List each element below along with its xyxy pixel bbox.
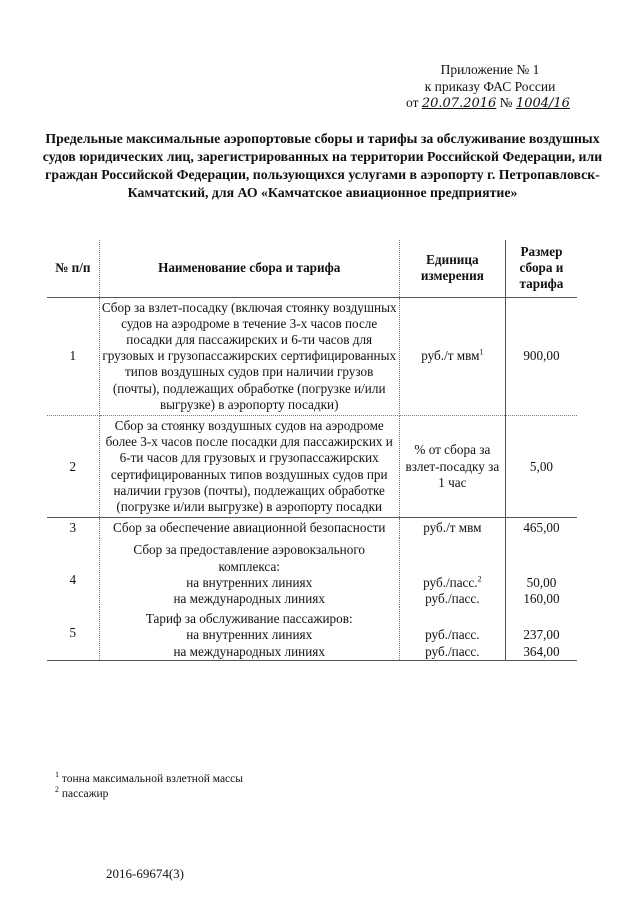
table-row [47,607,577,660]
annex-line-1: Приложение № 1 [440,62,540,77]
document-title: Предельные максимальные аэропортовые сборы и тарифы за обслуживание воздушных судов юридических лиц, зарегистрированных на территории Российской Федерации, или граждан Российской Федерации, пользующихся услугами в аэропорту г. Петропавловск-Камчатский, для АО «Камчатское авиационное предприятие» [42,131,603,200]
row-2-num: 2 [47,416,99,518]
row-5-name: Тариф за обслуживание пассажиров: [145,611,353,627]
row-5-sub-2-value: 364,00 [523,643,560,659]
annex-line-2: к приказу ФАС России [424,78,556,94]
table-row [47,416,577,518]
row-4-unit-footnote-mark: 2 [477,574,482,584]
handwritten-date: 20.07.2016 [421,96,497,111]
row-5-sub-1-unit: руб./пасс. [425,627,480,643]
row-5-sub-1-name: на внутренних линиях [186,627,313,643]
row-5-sub-1-value: 237,00 [523,627,560,643]
from-label: от [406,95,419,110]
row-5-num: 5 [47,607,99,660]
row-4-sub-2-unit: руб./пасс. [425,591,480,607]
row-5-sub-2-name: на международных линиях [173,643,325,659]
row-1-num: 1 [47,297,99,415]
footnote-1: $^1$ тонна максимальной взлетной массы [55,770,243,785]
row-3-unit: руб./т мвм [399,518,505,539]
row-5-sub-2-unit: руб./пасс. [425,643,480,659]
handwritten-order-number: 1004/16 [515,96,570,111]
row-3-num: 3 [47,518,99,539]
annex-header [392,62,588,113]
header-unit: Единица измерения [399,240,505,297]
row-1-unit-footnote-mark: 1 [479,347,484,357]
table-header-row [47,240,577,297]
table-row [47,518,577,539]
row-4-sub-2-value: 160,00 [523,591,560,607]
header-name: Наименование сбора и тарифа [99,240,399,297]
footnote-2: $^2$ пассажир [55,785,109,800]
annex-order-line [392,95,588,113]
row-4-name: Сбор за предоставление аэровокзального комплекса: [133,542,366,574]
table-row [47,538,577,607]
tariff-table [47,240,577,661]
row-4-sub-1-unit: руб./пасс.$^2$ [423,574,482,590]
row-3-name: Сбор за обеспечение авиационной безопасности [112,520,386,536]
row-2-name: Сбор за стоянку воздушных судов на аэродроме более 3-х часов после посадки для пассажирских и 6-ти часов для грузовых и грузопассажирских сертифицированных типов воздушных судов при наличии грузов (почты), подлежащих обработке (погрузке и/или выгрузке) в аэропорту посадки [105,418,393,515]
row-1-value: 900,00 [505,297,577,415]
row-1-name: Сбор за взлет-посадку (включая стоянку воздушных судов на аэродроме в течение 3-х часов после посадки для пассажирских и 6-ти часов для грузовых и грузопассажирских сертифицированных типов воздушных судов при наличии грузов (почты), подлежащих обработке (погрузке и/или выгрузке) в аэропорту посадки) [101,299,397,412]
row-1-unit: руб./т мвм [421,348,480,364]
footnotes [55,772,243,802]
row-4-sub-1-name: на внутренних линиях [186,574,313,590]
row-4-sub-2-name: на международных линиях [173,591,325,607]
header-num: № п/п [47,240,99,297]
row-4-sub-1-value: 50,00 [526,574,557,590]
row-2-unit: % от сбора за взлет-посадку за 1 час [399,416,505,518]
header-value: Размер сбора и тарифа [505,240,577,297]
row-4-num: 4 [47,538,99,607]
number-label: № [499,95,513,110]
table-row [47,297,577,415]
row-3-value: 465,00 [523,520,560,536]
document-number: 2016-69674(3) [106,866,184,881]
row-2-value: 5,00 [505,416,577,518]
